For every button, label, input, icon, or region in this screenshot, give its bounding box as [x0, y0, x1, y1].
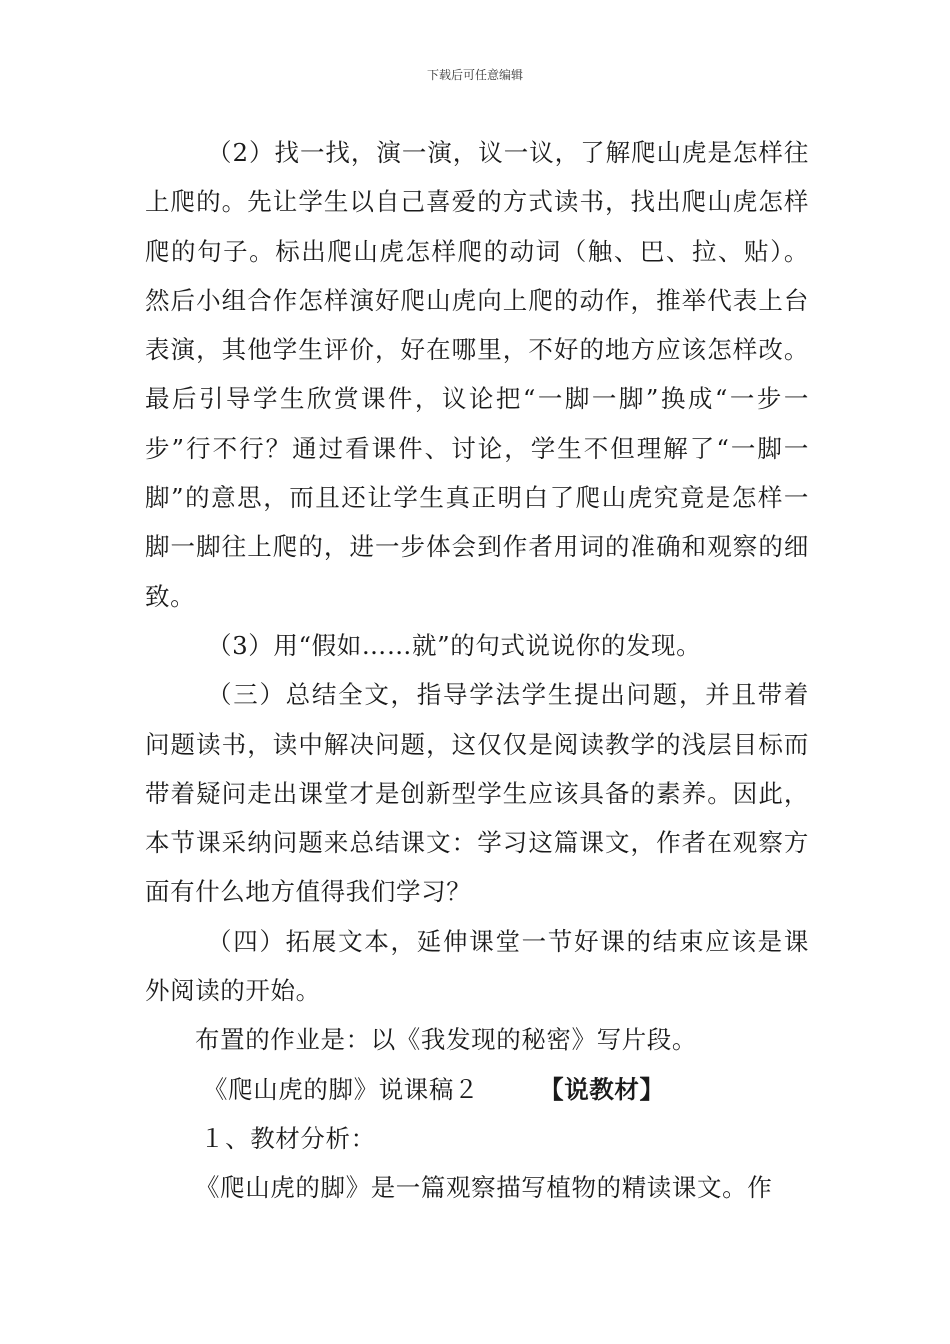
lesson-title-line	[145, 1065, 809, 1114]
page-header: 下载后可任意编辑	[426, 68, 523, 82]
section-heading: 【说教材】	[539, 1074, 665, 1104]
lesson-title: 《爬山虎的脚》说课稿２	[203, 1074, 480, 1104]
paragraph-extension: （四）拓展文本，延伸课堂一节好课的结束应该是课外阅读的开始。	[145, 926, 809, 1006]
paragraph-sentence-pattern: （3）用“假如……就”的句式说说你的发现。	[207, 630, 702, 660]
paragraph-textbook-intro: 《爬山虎的脚》是一篇观察描写植物的精读课文。作	[195, 1173, 773, 1203]
paragraph-summary: （三）总结全文，指导学法学生提出问题，并且带着问题读书，读中解决问题，这仅仅是阅读教学的浅层目标而带着疑问走出课堂才是创新型学生应该具备的素养。因此，本节课采纳问题来总结课文：学习这篇课文，作者在观察方面有什么地方值得我们学习？	[145, 680, 809, 907]
paragraph-climbing-activity: （2）找一找，演一演，议一议，了解爬山虎是怎样往上爬的。先让学生以自己喜爱的方式读书，找出爬山虎怎样爬的句子。标出爬山虎怎样爬的动词（触、巴、拉、贴）。然后小组合作怎样演好爬山虎向上爬的动作，推举代表上台表演，其他学生评价，好在哪里，不好的地方应该怎样改。最后引导学生欣赏课件，议论把“一脚一脚”换成“一步一步”行不行？通过看课件、讨论，学生不但理解了“一脚一脚”的意思，而且还让学生真正明白了爬山虎究竟是怎样一脚一脚往上爬的，进一步体会到作者用词的准确和观察的细致。	[145, 138, 809, 611]
document-body	[145, 128, 809, 1213]
paragraph-homework: 布置的作业是：以《我发现的秘密》写片段。	[195, 1025, 697, 1055]
subheading-analysis: １、教材分析：	[200, 1123, 376, 1153]
